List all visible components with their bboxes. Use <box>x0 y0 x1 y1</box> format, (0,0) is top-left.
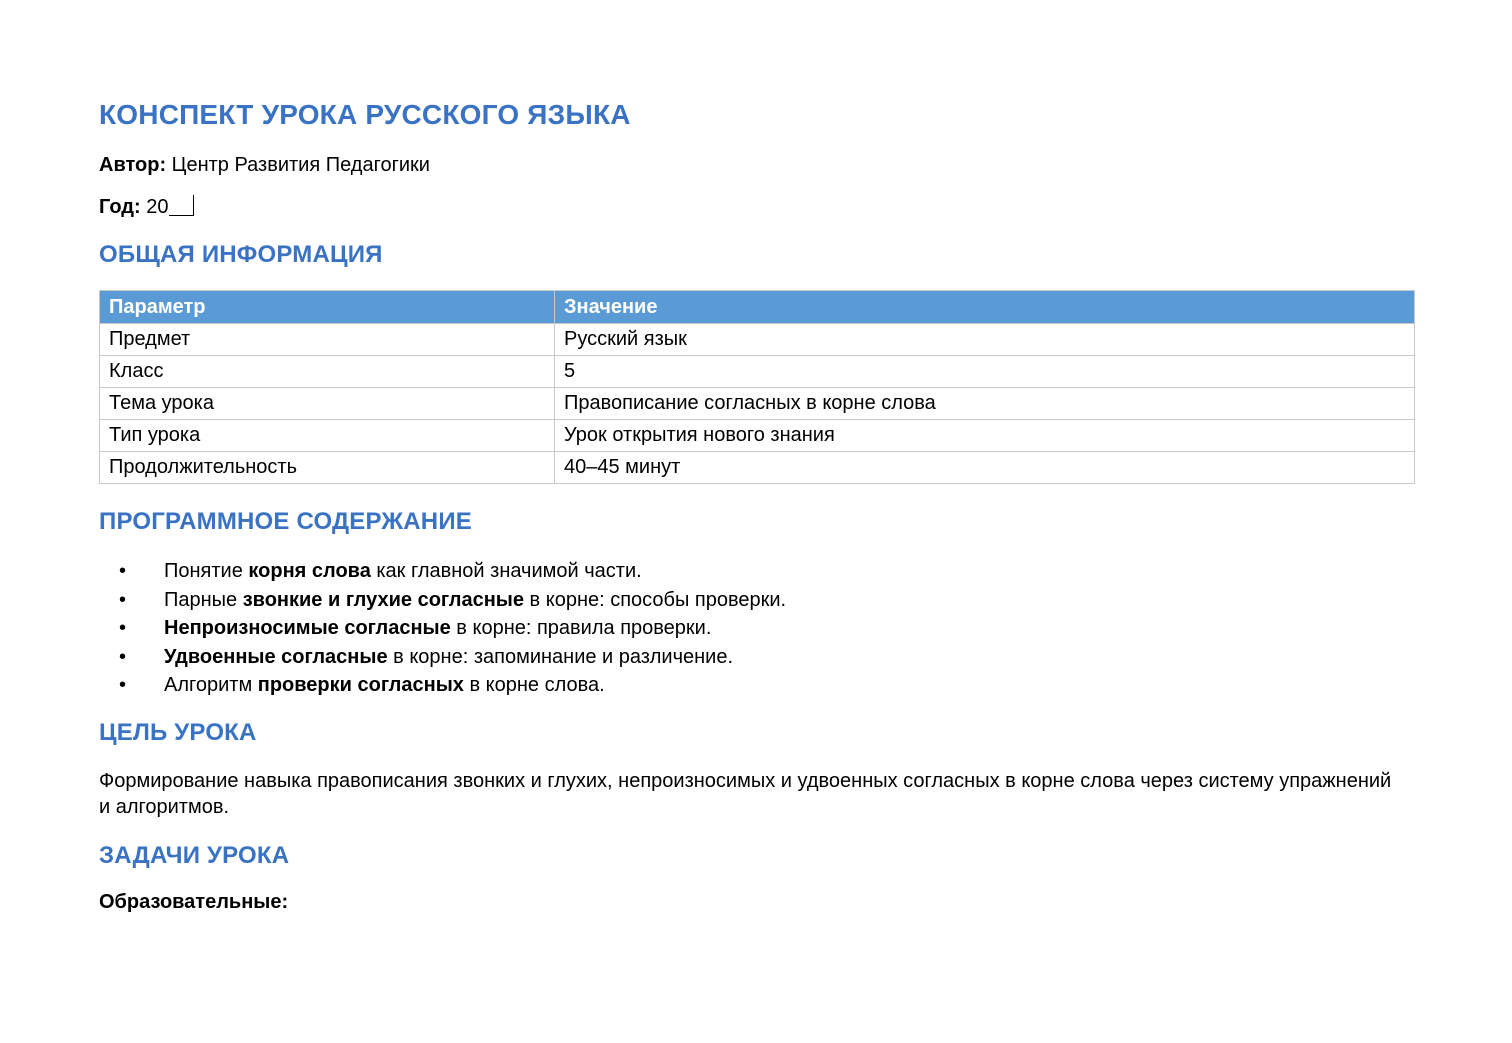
author-label: Автор: <box>99 154 167 176</box>
section-heading-tasks: ЗАДАЧИ УРОКА <box>99 842 290 869</box>
year-value: 20 <box>146 196 169 218</box>
list-item <box>99 643 786 672</box>
program-list <box>99 557 786 700</box>
table-row <box>100 324 1415 356</box>
year-line <box>99 194 194 220</box>
list-item-bold-text: проверки согласных <box>257 674 464 696</box>
tasks-subheading-label: Образовательные: <box>99 891 289 913</box>
table-cell: Тип урока <box>100 420 555 452</box>
bullet-icon: • <box>119 674 127 696</box>
list-item <box>99 557 786 586</box>
list-item-text: в корне: правила проверки. <box>450 617 712 639</box>
list-item-text: как главной значимой части. <box>370 560 642 582</box>
table-row <box>100 356 1415 388</box>
table-cell: Русский язык <box>555 324 1415 356</box>
year-label: Год: <box>99 196 141 218</box>
table-header-cell: Значение <box>555 291 1415 324</box>
list-item-text: в корне: запоминание и различение. <box>387 645 734 668</box>
list-item-bold-text: звонкие и глухие согласные <box>242 588 524 611</box>
table-cell: Тема урока <box>100 388 555 420</box>
table-row <box>100 388 1415 420</box>
table-cell: 40–45 минут <box>555 452 1415 484</box>
general-info-table <box>99 290 1415 484</box>
list-item-text: Алгоритм <box>164 674 258 696</box>
bullet-icon: • <box>119 645 127 668</box>
table-cell: Урок открытия нового знания <box>555 420 1415 452</box>
table-cell: 5 <box>555 356 1415 388</box>
table-cell: Класс <box>100 356 555 388</box>
list-item-text: Парные <box>164 588 243 611</box>
table-row <box>100 420 1415 452</box>
table-row <box>100 452 1415 484</box>
list-item-bold-text: Удвоенные согласные <box>164 645 388 668</box>
bullet-icon: • <box>119 588 127 611</box>
table-cell: Правописание согласных в корне слова <box>555 388 1415 420</box>
bullet-icon: • <box>119 617 127 639</box>
author-value: Центр Развития Педагогики <box>171 154 430 176</box>
section-heading-program: ПРОГРАММНОЕ СОДЕРЖАНИЕ <box>99 508 473 535</box>
table-cell: Продолжительность <box>100 452 555 484</box>
author-line <box>99 152 430 178</box>
bullet-icon: • <box>119 560 127 582</box>
table-cell: Предмет <box>100 324 555 356</box>
year-blank-field <box>169 195 194 216</box>
section-heading-general: ОБЩАЯ ИНФОРМАЦИЯ <box>99 241 383 268</box>
list-item-bold-text: корня слова <box>248 560 371 582</box>
list-item <box>99 614 786 643</box>
table-header-row <box>100 291 1415 324</box>
list-item-text: в корне: способы проверки. <box>523 588 787 611</box>
list-item-text: Понятие <box>164 560 249 582</box>
tasks-subheading <box>99 889 288 915</box>
goal-paragraph: Формирование навыка правописания звонких и глухих, непроизносимых и удвоенных согласных в корне слова через систему упражнений и алгоритмов. <box>99 770 1392 818</box>
list-item-bold-text: Непроизносимые согласные <box>164 617 451 639</box>
list-item <box>99 671 786 700</box>
table-header-cell: Параметр <box>100 291 555 324</box>
list-item <box>99 586 786 615</box>
document-title: КОНСПЕКТ УРОКА РУССКОГО ЯЗЫКА <box>99 99 631 130</box>
list-item-text: в корне слова. <box>463 674 605 696</box>
section-heading-goal: ЦЕЛЬ УРОКА <box>99 719 257 746</box>
